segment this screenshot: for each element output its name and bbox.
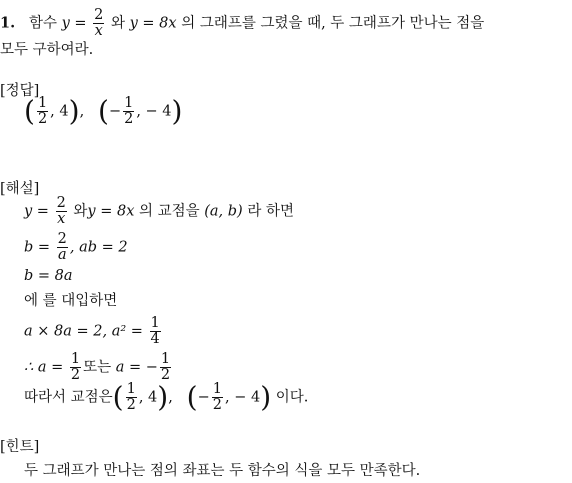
answer-p1-fraction: $\frac{1}{2}$ [37, 95, 48, 128]
solution-line-2: b = $\frac{2}{a}$ , ab = 2 [24, 231, 128, 264]
problem-text-a: 함수 [28, 15, 62, 32]
problem-text-c: 의 그래프를 그렸을 때, 두 그래프가 만나는 점을 [181, 15, 485, 32]
problem-number: 1. [0, 14, 16, 32]
solution-line-3: b = 8a [24, 268, 73, 284]
solution-heading: [해설] [0, 181, 40, 197]
problem-eq2: y = 8x [129, 15, 177, 32]
problem-eq1-fraction: $\frac{2}{x}$ [94, 7, 104, 40]
answer-heading: [정답] [0, 83, 40, 99]
answer-p2-fraction: $\frac{1}{2}$ [124, 95, 134, 128]
problem-line-1 [0, 8, 484, 39]
problem-eq1-lhs: y = [61, 15, 92, 32]
solution-line-7: 따라서 교점은( $\frac{1}{2}$ , 4), (− $\frac{1}{2}$ , − 4) 이다. [24, 380, 309, 414]
hint-text: 두 그래프가 만나는 점의 좌표는 두 함수의 식을 모두 만족한다. [24, 463, 421, 479]
solution-line-5: a × 8a = 2, a² = $\frac{1}{4}$ [24, 315, 160, 348]
solution-line-4: 에 를 대입하면 [24, 293, 118, 309]
problem-line-2: 모두 구하여라. [0, 42, 94, 58]
hint-heading: [힌트] [0, 439, 40, 455]
problem-text-b: 와 [111, 15, 130, 32]
answer-points: ( $\frac{1}{2}$ , 4), (− $\frac{1}{2}$ , − 4) [24, 94, 183, 128]
answer-p2-y: , − 4 [136, 103, 172, 120]
solution-line-1: y = $\frac{2}{x}$ 와y = 8x 의 교점을 (a, b) 라 하면 [24, 195, 294, 228]
answer-p1-y: , 4 [50, 103, 69, 120]
solution-line-6: ∴ a = $\frac{1}{2}$ 또는 a = − $\frac{1}{2}$ [24, 351, 171, 384]
